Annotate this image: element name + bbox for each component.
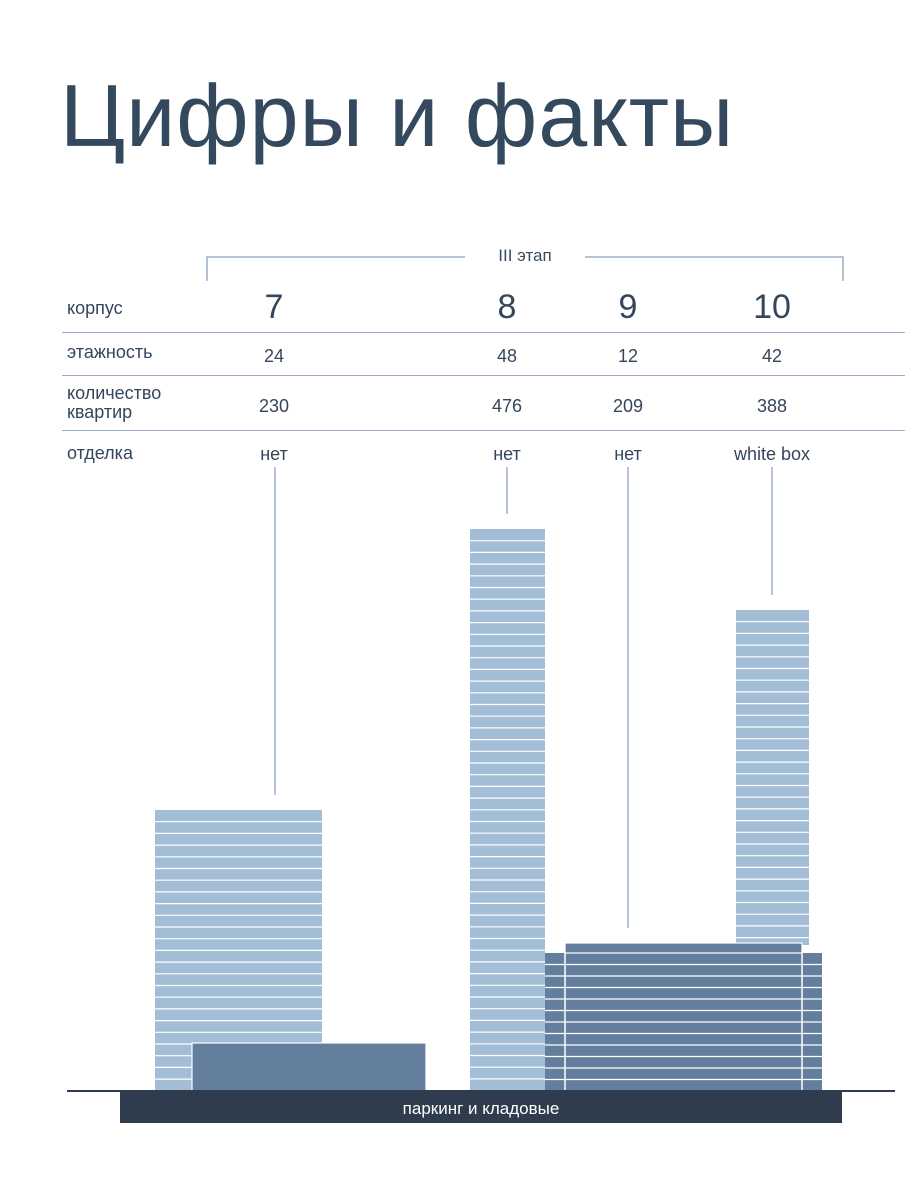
tower-8 [470,529,545,1091]
apartments-8: 476 [491,396,523,416]
block-9 [545,953,822,1091]
finish-8: нет [493,444,521,464]
building-number-7: 7 [264,288,284,326]
apartments-7: 230 [258,396,290,416]
block-9-top [565,943,802,953]
tower-10 [736,610,809,945]
finish-10: white box [733,444,811,464]
apartments-10: 388 [756,396,788,416]
row-label-finish: отделка [67,443,133,463]
stage-label: III этап [498,246,552,265]
building-number-10: 10 [753,288,791,326]
row-label-floors: этажность [67,342,153,362]
floors-8: 48 [496,346,518,366]
finish-9: нет [614,444,642,464]
building-number-8: 8 [497,288,517,326]
parking-label: паркинг и кладовые [402,1099,560,1118]
podium-7 [192,1043,426,1091]
finish-7: нет [260,444,288,464]
row-label-apartments: количество квартир [67,383,162,422]
row-label-building: корпус [67,298,123,318]
floors-9: 12 [617,346,639,366]
floors-7: 24 [263,346,285,366]
apartments-9: 209 [612,396,644,416]
building-number-9: 9 [618,288,638,326]
page-title: Цифры и факты [60,66,735,165]
floors-10: 42 [761,346,783,366]
